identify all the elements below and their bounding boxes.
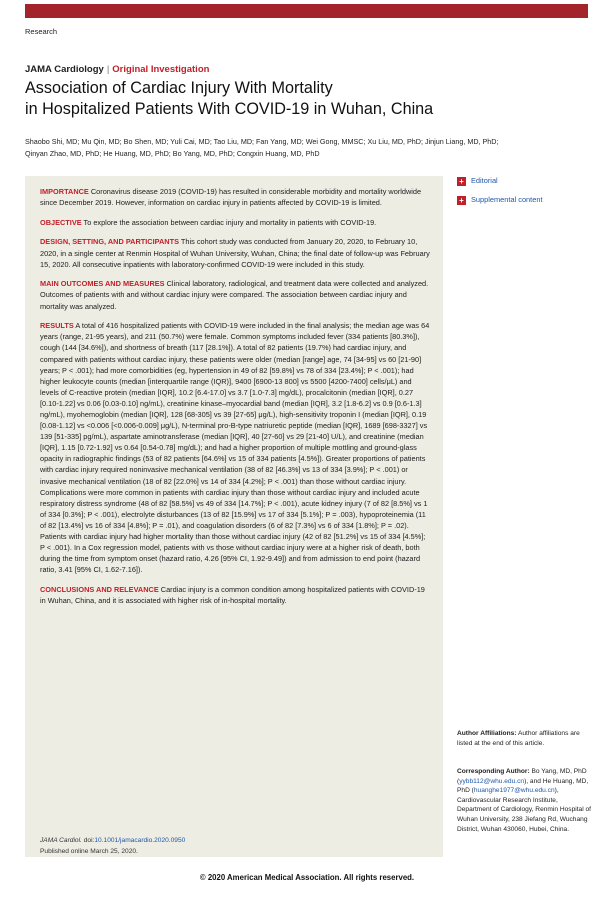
abstract-heading: CONCLUSIONS AND RELEVANCE <box>40 584 159 594</box>
abstract-text: Cardiac injury is a common condition among hospitalized patients with COVID-19 in Wuhan, China, and it is associated with higher risk of in-hospital mortality. <box>40 584 425 606</box>
corr-text: ), and He Huang, MD, PhD ( <box>457 777 589 795</box>
abstract-box <box>25 176 443 857</box>
email-link[interactable]: yybb112@whu.edu.cn <box>459 777 525 785</box>
article-type: Original Investigation <box>112 64 210 75</box>
plus-square-icon: + <box>457 177 466 186</box>
published-date: Published online March 25, 2020. <box>40 847 138 855</box>
doi-link[interactable]: 10.1001/jamacardio.2020.0950 <box>94 837 186 844</box>
abstract-text: This cohort study was conducted from January 20, 2020, to February 10, 2020, in a single center at Renmin Hospital of Wuhan University, Wuhan, China; the final date of follow-up was February 15, 2020. All consecutive inpatients with laboratory-confirmed COVID-19 were included in this study. <box>40 237 430 269</box>
section-label: Research <box>25 27 58 36</box>
supplemental-content-link[interactable] <box>457 195 543 205</box>
affiliations-text: Author affiliations are listed at the end of this article. <box>457 730 580 747</box>
citation-doi-line <box>40 836 185 847</box>
corr-text: Bo Yang, MD, PhD ( <box>457 768 587 785</box>
supplemental-link-label: Supplemental content <box>471 195 543 204</box>
abstract-outcomes <box>40 278 431 311</box>
journal-name: JAMA Cardiology <box>25 64 104 75</box>
citation <box>40 836 185 857</box>
author-affiliations <box>457 729 592 748</box>
article-title <box>25 78 585 119</box>
abstract-text: A total of 416 hospitalized patients with COVID-19 were included in the final analysis; the median age was 64 years (range, 21-95 years), and 211 (50.7%) were female. Common symptoms included fever (334 patients [80.3%]), cough (144 [34.6%]), and shortness of breath (117 [28.1%]). A total of 82 patients (19.7%) had cardiac injury, and compared with patients without cardiac injury, these patients were older (median [range] age, 74 [34-95] vs 60 [21-90] years; P < .001); had more comorbidities (eg, hypertension in 49 of 82 [59.8%] vs 78 of 334 [23.4%]; P < .001); had higher leukocyte counts (median [interquartile range (IQR)], 9400 [6900-13 800] vs 5500 [4200-7400] cells/μL) and levels of C-reactive protein (median [IQR], 10.2 [6.4-17.0] vs 3.7 [1.0-7.3] mg/dL), procalcitonin (median [IQR], 0.27 [0.10-1.22] vs 0.06 [0.03-0.10] ng/mL), creatinine kinase–myocardial band (median [IQR], 3.2 [1.8-6.2] vs 0.9 [0.6-1.3] ng/mL), myohemoglobin (median [IQR], 128 [68-305] vs 39 [27-65] μg/L), high-sensitivity troponin I (median [IQR], 0.19 [0.08-1.12] vs <0.006 [<0.006-0.009] μg/L), N-terminal pro-B-type natriuretic peptide (median [IQR], 1689 [698-3327] vs 139 [51-335] pg/mL), aspartate aminotransferase (median [IQR], 40 [27-60] vs 29 [21-40] U/L), and creatinine (median [IQR], 1.15 [0.72-1.92] vs 0.64 [0.54-0.78] mg/dL); and had a higher proportion of multiple mottling and ground-glass opacity in radiographic findings (53 of 82 patients [64.6%] vs 15 of 334 patients [4.5%]). Greater proportions of patients with cardiac injury required noninvasive mechanical ventilation (38 of 82 [46.3%] vs 13 of 334 [3.9%]; P < .001) or invasive mechanical ventilation (18 of 82 [22.0%] vs 14 of 334 [4.2%]; P < .001) than those without cardiac injury. Complications were more common in patients with cardiac injury than those without cardiac injury and included acute respiratory distress syndrome (48 of 82 [58.5%] vs 49 of 334 [14.7%]; P < .001), acute kidney injury (7 of 82 [8.5%] vs 1 of 334 [0.3%]; P < .001), electrolyte disturbances (13 of 82 [15.9%] vs 17 of 334 [5.1%]; P = .003), hypoproteinemia (11 of 82 [13.4%] vs 16 of 334 [4.8%]; P = .01), and coagulation disorders (6 of 82 [7.3%] vs 6 of 334 [1.8%]; P = .02). Patients with cardiac injury had higher mortality than those without cardiac injury (42 of 82 [51.2%] vs 15 of 334 [4.5%]; P < .001). In a Cox regression model, patients with vs those without cardiac injury were at a higher risk of death, both during the time from symptom onset (hazard ratio, 4.26 [95% CI, 1.92-9.49]) and from admission to end point (hazard ratio, 3.41 [95% CI, 1.62-7.16]). <box>40 321 430 575</box>
abstract-conclusions <box>40 584 431 606</box>
abstract-objective <box>40 217 431 228</box>
corr-label: Corresponding Author: <box>457 768 530 775</box>
abstract-text: To explore the association between cardiac injury and mortality in patients with COVID-19. <box>83 217 377 227</box>
corresponding-author <box>457 767 592 834</box>
affiliations-label: Author Affiliations: <box>457 730 517 737</box>
journal-separator: | <box>106 64 110 75</box>
corr-text: ), Cardiovascular Research Institute, Department of Cardiology, Renmin Hospital of Wuhan University, 238 Jiefang Rd, Wuchang District, Wuhan 430060, Hubei, China. <box>457 787 592 833</box>
abstract-text: Coronavirus disease 2019 (COVID-19) has resulted in considerable morbidity and mortality worldwide since December 2019. However, information on cardiac injury in patients affected by COVID-19 is limited. <box>40 187 422 208</box>
abstract-results <box>40 320 431 575</box>
title-line-1: Association of Cardiac Injury With Mortality <box>25 79 333 97</box>
copyright-notice: © 2020 American Medical Association. All rights reserved. <box>199 873 415 882</box>
authors-line-1: Shaobo Shi, MD; Mu Qin, MD; Bo Shen, MD; Yuli Cai, MD; Tao Liu, MD; Fan Yang, MD; Wei Gong, MMSC; Xu Liu, MD, PhD; Jinjun Liang, MD, PhD; <box>25 137 499 146</box>
abstract-text: Clinical laboratory, radiological, and treatment data were collected and analyzed. Outcomes of patients with and without cardiac injury were compared. The association between cardiac injury and mortality was analyzed. <box>40 279 429 311</box>
plus-square-icon: + <box>457 196 466 205</box>
doi-prefix: doi: <box>83 837 95 844</box>
abstract-heading: MAIN OUTCOMES AND MEASURES <box>40 279 165 289</box>
journal-header-bar <box>25 4 588 18</box>
authors-line-2: Qinyan Zhao, MD, PhD; He Huang, MD, PhD; Bo Yang, MD, PhD; Congxin Huang, MD, PhD <box>25 149 320 158</box>
abstract-design <box>40 236 431 269</box>
editorial-link-label: Editorial <box>471 176 498 185</box>
abstract-importance <box>40 186 431 208</box>
editorial-link[interactable] <box>457 176 498 186</box>
title-line-2: in Hospitalized Patients With COVID-19 in Wuhan, China <box>25 99 434 118</box>
abstract-heading: OBJECTIVE <box>40 217 82 227</box>
abstract-heading: DESIGN, SETTING, AND PARTICIPANTS <box>40 237 179 247</box>
email-link[interactable]: huanghe1977@whu.edu.cn <box>473 787 555 795</box>
citation-journal: JAMA Cardiol. <box>40 837 82 844</box>
abstract-heading: IMPORTANCE <box>40 187 89 196</box>
author-list <box>25 136 585 160</box>
journal-line <box>25 64 209 75</box>
abstract-heading: RESULTS <box>40 321 74 331</box>
